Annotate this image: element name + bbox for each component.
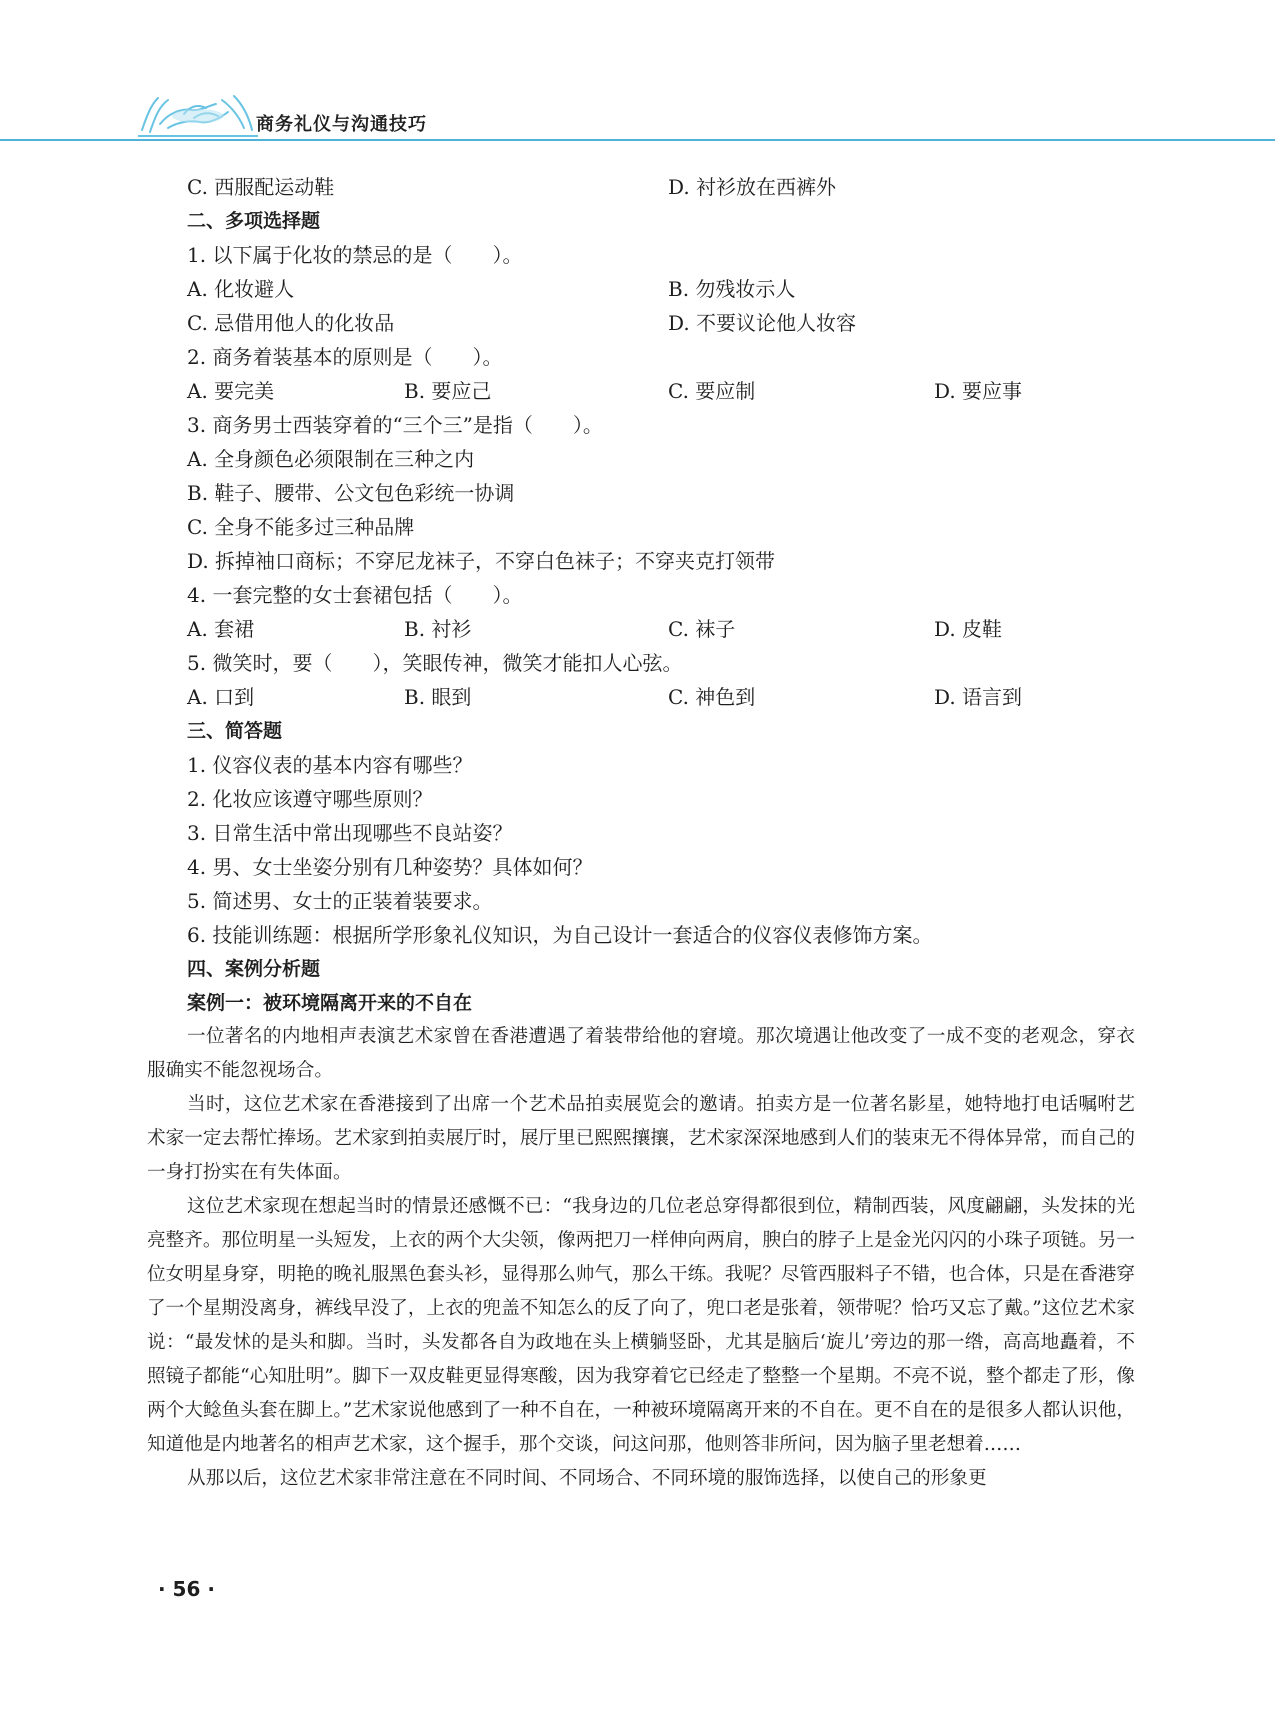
option-b: B. 衬衫 [404,617,472,641]
option-a: A. 口到 [187,685,255,709]
option-a: A. 全身颜色必须限制在三种之内 [187,447,475,471]
short-answer-item [0,850,1275,884]
item-text: 4. 男、女士坐姿分别有几种姿势？具体如何？ [187,855,593,879]
section-heading-case-analysis: 四、案例分析题 [187,958,321,980]
option-b: B. 眼到 [404,685,472,709]
short-answer-item [0,748,1275,782]
page-header [0,0,1275,150]
options-row [0,612,1275,646]
question-text: 1. 以下属于化妆的禁忌的是（ ）。 [187,243,523,267]
option-d: D. 不要议论他人妆容 [668,311,857,335]
option-d: D. 拆掉袖口商标；不穿尼龙袜子，不穿白色袜子；不穿夹克打领带 [187,549,776,573]
item-text: 6. 技能训练题：根据所学形象礼仪知识，为自己设计一套适合的仪容仪表修饰方案。 [187,923,933,947]
running-header-title: 商务礼仪与沟通技巧 [256,114,427,135]
question-text: 2. 商务着装基本的原则是（ ）。 [187,345,503,369]
case-title: 案例一：被环境隔离开来的不自在 [187,992,473,1014]
option-d: D. 衬衫放在西裤外 [668,175,837,199]
case-paragraph: 这位艺术家现在想起当时的情景还感慨不已：“我身边的几位老总穿得都很到位，精制西装，风度翩翩，头发抹的光亮整齐。那位明星一头短发，上衣的两个大尖领，像两把刀一样伸向两肩，腴白的脖子上是金光闪闪的小珠子项链。另一位女明星身穿，明艳的晚礼服黑色套头衫，显得那么帅气，那么干练。我呢？尽管西服料子不错，也合体，只是在香港穿了一个星期没离身，裤线早没了，上衣的兜盖不知怎么的反了向了，兜口老是张着，领带呢？恰巧又忘了戴。”这位艺术家说：“最发怵的是头和脚。当时，头发都各自为政地在头上横躺竖卧，尤其是脑后‘旋儿’旁边的那一绺，高高地矗着，不照镜子都能“心知肚明”。脚下一双皮鞋更显得寒酸，因为我穿着它已经走了整整一个星期。不亮不说，整个都走了形，像两个大鲶鱼头套在脚上。”艺术家说他感到了一种不自在，一种被环境隔离开来的不自在。更不自在的是很多人都认识他，知道他是内地著名的相声艺术家，这个握手，那个交谈，问这问那，他则答非所问，因为脑子里老想着…… [147,1196,1135,1455]
case-paragraph: 一位著名的内地相声表演艺术家曾在香港遭遇了着装带给他的窘境。那次境遇让他改变了一成不变的老观念，穿衣服确实不能忽视场合。 [147,1026,1135,1081]
page-content [0,170,1275,1496]
option-d: D. 要应事 [934,379,1023,403]
option-line [0,544,1275,578]
option-b: B. 鞋子、腰带、公文包色彩统一协调 [187,481,515,505]
case-paragraph: 当时，这位艺术家在香港接到了出席一个艺术品拍卖展览会的邀请。拍卖方是一位著名影星，她特地打电话嘱咐艺术家一定去帮忙捧场。艺术家到拍卖展厅时，展厅里已熙熙攘攘，艺术家深深地感到人们的装束无不得体异常，而自己的一身打扮实在有失体面。 [147,1094,1135,1183]
question [0,340,1275,374]
option-line [0,442,1275,476]
item-text: 3. 日常生活中常出现哪些不良站姿？ [187,821,513,845]
options-row [0,272,1275,306]
options-row [0,680,1275,714]
section-heading-short-answer: 三、简答题 [187,720,283,742]
option-c: C. 要应制 [668,379,756,403]
option-line [0,510,1275,544]
case-paragraph: 从那以后，这位艺术家非常注意在不同时间、不同场合、不同环境的服饰选择，以使自己的形象更 [187,1468,987,1489]
question [0,646,1275,680]
question [0,238,1275,272]
item-text: 2. 化妆应该遵守哪些原则？ [187,787,433,811]
item-text: 5. 简述男、女士的正装着装要求。 [187,889,493,913]
question-text: 4. 一套完整的女士套裙包括（ ）。 [187,583,523,607]
question-text: 3. 商务男士西装穿着的“三个三”是指（ ）。 [187,413,603,437]
option-line [0,476,1275,510]
option-a: A. 化妆避人 [187,277,295,301]
option-a: A. 套裙 [187,617,255,641]
header-rule [0,139,1275,141]
section-heading-multiple-choice: 二、多项选择题 [187,210,321,232]
question [0,578,1275,612]
handshake-logo-icon [138,84,258,140]
short-answer-item [0,816,1275,850]
page-number: · 56 · [158,1577,215,1601]
item-text: 1. 仪容仪表的基本内容有哪些？ [187,753,473,777]
option-a: A. 要完美 [187,379,275,403]
option-c: C. 西服配运动鞋 [187,175,335,199]
option-c: C. 忌借用他人的化妆品 [187,311,395,335]
options-row [0,374,1275,408]
option-d: D. 皮鞋 [934,617,1003,641]
options-row [0,170,1275,204]
option-c: C. 袜子 [668,617,736,641]
short-answer-item [0,918,1275,952]
option-c: C. 神色到 [668,685,756,709]
options-row [0,306,1275,340]
short-answer-item [0,884,1275,918]
option-b: B. 要应己 [404,379,492,403]
short-answer-item [0,782,1275,816]
option-b: B. 勿残妆示人 [668,277,796,301]
question-text: 5. 微笑时，要（ ），笑眼传神，微笑才能扣人心弦。 [187,651,683,675]
option-c: C. 全身不能多过三种品牌 [187,515,415,539]
question [0,408,1275,442]
option-d: D. 语言到 [934,685,1023,709]
